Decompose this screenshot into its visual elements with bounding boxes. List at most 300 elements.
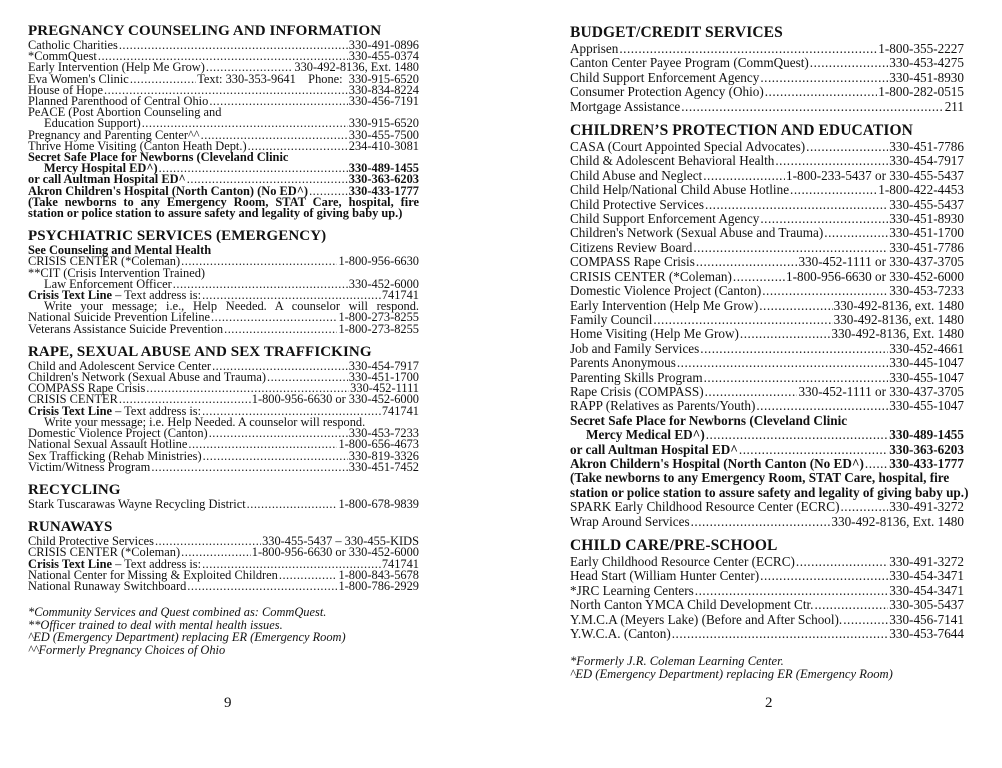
- directory-entry: [570, 515, 964, 529]
- directory-entry: [28, 578, 419, 593]
- entry-phone: 330-491-0896: [348, 38, 419, 52]
- dot-leader: [187, 581, 337, 592]
- entry-name-text: Wrap Around Services: [570, 513, 690, 529]
- directory-entry: [570, 140, 964, 154]
- dot-leader: [653, 313, 832, 327]
- entry-name-text: Child Support Enforcement Agency: [570, 211, 760, 227]
- directory-entry: [570, 183, 964, 197]
- dot-leader: [695, 584, 888, 598]
- entry-phone: 1-800-956-6630 or 330-452-6000: [251, 392, 419, 407]
- entry-name-text: Early Childhood Resource Center (ECRC): [570, 554, 795, 569]
- dot-leader: [824, 226, 888, 240]
- entry-name-text: House of Hope: [28, 82, 104, 97]
- directory-entry: [570, 457, 964, 471]
- entry-name-text: Law Enforcement Officer: [44, 276, 172, 291]
- entry-name: [570, 299, 758, 313]
- entry-phone: 330-452-1111: [350, 381, 419, 396]
- entry-name-text: Parenting Skills Program: [570, 369, 703, 385]
- entry-phone: 330-452-1111 or 330-437-3705: [798, 383, 964, 399]
- entry-phone: 330-455-0374: [348, 49, 419, 64]
- entry-name-text: Rape Crisis (COMPASS): [570, 383, 704, 399]
- entry-phone: Text: 330-353-9641 Phone: 330-915-6520: [197, 71, 419, 86]
- section-budget-credit-services: [570, 25, 964, 114]
- dot-leader: [681, 100, 943, 114]
- dot-leader: [151, 462, 347, 473]
- entry-phone: 211: [944, 98, 964, 114]
- entry-phone: 330-453-7233: [889, 283, 964, 299]
- entry-phone: 330-451-1700: [348, 370, 419, 385]
- directory-entry: [570, 198, 964, 212]
- entry-name: Write your message; i.e. Help Needed. A counselor will respond.: [44, 414, 366, 429]
- entry-name-text: Mercy Medical ED^): [586, 427, 705, 443]
- entry-name: (Take newborns to any Emergency Room, STAT Care, hospital, fire: [28, 194, 419, 209]
- entry-name: [28, 459, 151, 474]
- entry-phone: 330-305-5437: [889, 597, 964, 613]
- entry-name-text: – Text address is:: [112, 556, 202, 571]
- entry-phone: 330-363-6203: [889, 441, 964, 457]
- dot-leader: [762, 284, 888, 298]
- entry-name: [570, 584, 694, 598]
- entry-name: Secret Safe Place for Newborns (Cleveland Clinic: [28, 150, 289, 165]
- entry-name: [570, 71, 759, 85]
- entry-phone: 330-456-7191: [348, 94, 419, 109]
- entry-phone: 330-452-4661: [889, 340, 964, 356]
- section-recycling: [28, 483, 419, 510]
- entry-name: [28, 578, 187, 593]
- entry-phone: 330-492-8136, Ext. 1480: [831, 513, 964, 529]
- entry-name-text: Pregnancy and Parenting Center^^: [28, 127, 200, 142]
- entry-name: [570, 140, 805, 154]
- entry-phone: 330-452-6000: [348, 276, 419, 291]
- dot-leader: [693, 241, 888, 255]
- entry-name-text: Apprisen: [570, 41, 619, 56]
- entry-name-text: Parents Anonymous: [570, 355, 676, 371]
- entry-name-text: Home Visiting (Help Me Grow): [570, 326, 739, 342]
- dot-leader: [705, 385, 798, 399]
- directory-entry: [570, 584, 964, 598]
- entry-name-text: Children's Network (Sexual Abuse and Trauma): [28, 370, 266, 385]
- entry-name-text: Eva Women's Clinic: [28, 71, 129, 86]
- entry-phone: 330-453-7233: [348, 426, 419, 441]
- entry-name: [570, 598, 813, 612]
- entry-name: [570, 457, 864, 471]
- footnote: ^^Formerly Pregnancy Choices of Ohio: [28, 642, 226, 657]
- entry-name-text: *JRC Learning Centers: [570, 582, 694, 598]
- entry-phone: 741741: [381, 288, 419, 303]
- entry-name: [570, 385, 704, 399]
- entry-name: [570, 226, 823, 240]
- entry-name: Secret Safe Place for Newborns (Cleveland Clinic: [570, 412, 848, 428]
- entry-name-text: *CommQuest: [28, 49, 97, 64]
- entry-name-text: Child & Adolescent Behavioral Health: [570, 153, 775, 169]
- dot-leader: [739, 443, 888, 457]
- dot-leader: [756, 399, 888, 413]
- entry-name: [570, 169, 702, 183]
- entry-phone: 330-451-8930: [889, 211, 964, 227]
- entry-name-text: Child Protective Services: [570, 196, 705, 212]
- section-title: CHILD CARE/PRE-SCHOOL: [570, 537, 778, 554]
- entry-name: [570, 100, 680, 114]
- entry-name-text: Y.W.C.A. (Canton): [570, 626, 671, 642]
- section-pregnancy-counseling-and-information: [28, 24, 419, 219]
- directory-entry: [570, 399, 964, 413]
- entry-name-text: National Sexual Assault Hotline: [28, 437, 188, 452]
- entry-name-text: Thrive Home Visiting (Canton Heath Dept.): [28, 138, 247, 153]
- entry-phone: 330-491-3272: [889, 499, 964, 515]
- dot-leader: [705, 198, 888, 212]
- entry-phone: 1-800-273-8255: [338, 321, 419, 336]
- footnote: ^ED (Emergency Department) replacing ER (Emergency Room): [28, 630, 346, 645]
- directory-entry: [570, 500, 964, 514]
- entry-name-text: – Text address is:: [112, 288, 202, 303]
- entry-name: [570, 613, 842, 627]
- directory-entry: [570, 371, 964, 385]
- section-title: RECYCLING: [28, 481, 121, 498]
- directory-entry: [570, 270, 964, 284]
- entry-name: station or police station to assure safety and legality of giving baby up.): [570, 484, 969, 500]
- section-psychiatric-services-emergency: [28, 229, 419, 335]
- dot-leader: [700, 342, 888, 356]
- entry-name-text: CRISIS CENTER (*Coleman): [28, 545, 181, 560]
- entry-name: [570, 500, 839, 514]
- entry-name-text: Akron Children's Hospital (North Canton) (No ED^): [28, 183, 309, 198]
- entry-name-text: North Canton YMCA Child Development Ctr.: [570, 597, 814, 613]
- directory-entry: [570, 56, 964, 70]
- entry-name-text: Akron Childern's Hospital (North Canton (No ED^): [570, 455, 864, 471]
- entry-phone: 330-455-1047: [889, 398, 964, 414]
- entry-phone: 330-915-6520: [348, 116, 419, 131]
- entry-name-text: Domestic Violence Project (Canton): [28, 426, 208, 441]
- directory-entry: [570, 169, 964, 183]
- dot-leader: [760, 71, 888, 85]
- entry-phone: 741741: [381, 556, 419, 571]
- dot-leader: [706, 428, 889, 442]
- directory-entry: [570, 284, 964, 298]
- directory-entry: [28, 459, 419, 474]
- dot-leader: [279, 570, 338, 581]
- entry-name-text: Y.M.C.A (Meyers Lake) (Before and After School).: [570, 611, 843, 627]
- entry-name: [570, 342, 699, 356]
- entry-name: [28, 496, 246, 511]
- entry-phone: 330-455-1047: [889, 369, 964, 385]
- section-runaways: [28, 520, 419, 592]
- entry-name: Write your message; i.e., Help Needed. A counselor will respond.: [44, 299, 419, 314]
- entry-phone: 330-433-1777: [348, 183, 419, 198]
- directory-entry: [570, 555, 964, 569]
- entry-name-text: Education Support): [44, 116, 141, 131]
- footnote: ^ED (Emergency Department) replacing ER (Emergency Room): [570, 666, 893, 681]
- entry-phone: 330-492-8136, ext. 1480: [833, 297, 964, 313]
- dot-leader: [159, 163, 348, 174]
- entry-phone: 330-433-1777: [889, 455, 964, 471]
- dot-leader: [740, 327, 830, 341]
- entry-name-text: Citizens Review Board: [570, 239, 693, 255]
- entry-name-text: or call Aultman Hospital ED^: [570, 441, 738, 457]
- entry-name: [28, 321, 224, 336]
- entry-phone: 330-455-5437 – 330-455-KIDS: [262, 534, 419, 549]
- entry-phone: 330-455-5437: [889, 196, 964, 212]
- entry-name-text: Early Intervention (Help Me Grow): [570, 297, 759, 313]
- directory-entry: [570, 42, 964, 56]
- dot-leader: [188, 439, 337, 450]
- dot-leader: [130, 74, 196, 85]
- entry-name-text: Veterans Assistance Suicide Prevention: [28, 321, 224, 336]
- dot-leader: [619, 42, 877, 56]
- entry-phone: 330-455-7500: [348, 127, 419, 142]
- entry-phone: 1-800-956-6630: [338, 254, 419, 269]
- entry-name: [570, 183, 789, 197]
- directory-entry: [570, 85, 964, 99]
- entry-name-text: Head Start (William Hunter Center): [570, 568, 760, 584]
- directory-entry: [570, 428, 964, 442]
- entry-name-text: or call Aultman Hospital ED^: [28, 172, 186, 187]
- right-page-column: [570, 24, 969, 681]
- entry-name-text: COMPASS Rape Crisis: [28, 381, 146, 396]
- entry-name: [570, 154, 774, 168]
- entry-name-text: – Text address is:: [112, 403, 202, 418]
- entry-phone: 1-800-956-6630 or 330-452-6000: [785, 268, 964, 284]
- entry-phone: 330-453-7644: [889, 626, 964, 642]
- section-title: PREGNANCY COUNSELING AND INFORMATION: [28, 23, 382, 39]
- entry-phone: 330-445-1047: [889, 355, 964, 371]
- entry-phone: 1-800-273-8255: [338, 310, 419, 325]
- dot-leader: [840, 500, 888, 514]
- entry-phone: 330-489-1455: [889, 427, 964, 443]
- directory-entry: [570, 569, 964, 583]
- section-rape-sexual-abuse-and-sex-trafficking: [28, 345, 419, 473]
- dot-leader: [704, 371, 889, 385]
- directory-entry: [28, 208, 419, 219]
- entry-name-text: Stark Tuscarawas Wayne Recycling District: [28, 496, 246, 511]
- dot-leader: [775, 154, 888, 168]
- dot-leader: [247, 499, 338, 510]
- entry-phone: 330-452-1111 or 330-437-3705: [798, 254, 964, 270]
- dot-leader: [796, 555, 888, 569]
- entry-name: [570, 569, 759, 583]
- entry-name-text: Children's Network (Sexual Abuse and Trauma): [570, 225, 824, 241]
- section-title: RUNAWAYS: [28, 519, 113, 536]
- directory-entry: [570, 385, 964, 399]
- entry-lead: Crisis Text Line: [28, 556, 112, 571]
- footnote: **Officer trained to deal with mental health issues.: [28, 617, 283, 632]
- entry-phone: 330-489-1455: [348, 161, 419, 176]
- dot-leader: [865, 457, 888, 471]
- entry-name: [570, 241, 692, 255]
- entry-name: [570, 85, 764, 99]
- entry-name-text: National Runaway Switchboard: [28, 578, 187, 593]
- entry-name-text: Job and Family Services: [570, 340, 700, 356]
- entry-name: [570, 371, 703, 385]
- entry-name: [586, 428, 705, 442]
- dot-leader: [760, 569, 888, 583]
- entry-phone: 330-451-7786: [889, 239, 964, 255]
- dot-leader: [814, 598, 888, 612]
- entry-phone: 741741: [381, 403, 419, 418]
- left-page-column: [28, 24, 419, 657]
- directory-entry: [570, 342, 964, 356]
- entry-name: [570, 399, 755, 413]
- entry-name-text: CRISIS CENTER (*Coleman): [570, 268, 732, 284]
- entry-phone: 330-451-1700: [889, 225, 964, 241]
- dot-leader: [806, 140, 888, 154]
- dot-leader: [209, 96, 347, 107]
- directory-entry: [570, 100, 964, 114]
- dot-leader: [672, 627, 889, 641]
- dot-leader: [203, 451, 348, 462]
- page-number-right: 2: [765, 695, 773, 711]
- entry-phone: 1-800-282-0515: [878, 84, 964, 100]
- entry-name-text: National Suicide Prevention Lifeline: [28, 310, 211, 325]
- entry-name-text: CASA (Court Appointed Special Advocates): [570, 139, 806, 155]
- entry-name-text: Victim/Witness Program: [28, 459, 151, 474]
- entry-name-text: Consumer Protection Agency (Ohio): [570, 84, 764, 100]
- entry-name-text: Child Help/National Child Abuse Hotline: [570, 182, 790, 198]
- dot-leader: [760, 212, 888, 226]
- section-title: RAPE, SEXUAL ABUSE AND SEX TRAFFICKING: [28, 343, 372, 360]
- entry-name: (Take newborns to any Emergency Room, STAT Care, hospital, fire: [570, 470, 950, 486]
- entry-lead: Crisis Text Line: [28, 403, 112, 418]
- directory-entry: [570, 613, 964, 627]
- entry-name-text: Child Abuse and Neglect: [570, 167, 703, 183]
- directory-entry: [570, 299, 964, 313]
- entry-name-text: CRISIS CENTER: [28, 392, 118, 407]
- directory-entry: [570, 356, 964, 370]
- entry-name-text: Catholic Charities: [28, 38, 118, 52]
- dot-leader: [810, 56, 888, 70]
- section-child-care-pre-school: [570, 538, 964, 641]
- entry-phone: 330-492-8136, Ext. 1480: [831, 326, 964, 342]
- entry-name-text: Canton Center Payee Program (CommQuest): [570, 55, 809, 71]
- dot-leader: [677, 356, 888, 370]
- dot-leader: [224, 324, 337, 335]
- dot-leader: [267, 372, 348, 383]
- entry-name: [570, 555, 795, 569]
- directory-entry: [570, 255, 964, 269]
- directory-entry: [570, 627, 964, 641]
- section-title: PSYCHIATRIC SERVICES (EMERGENCY): [28, 228, 327, 245]
- entry-name: [570, 42, 618, 56]
- dot-leader: [703, 169, 785, 183]
- entry-name-text: Domestic Violence Project (Canton): [570, 283, 762, 299]
- footnote: *Community Services and Quest combined as: CommQuest.: [28, 605, 327, 620]
- entry-phone: 330-492-8136, Ext. 1480: [294, 60, 419, 75]
- entry-phone: 330-491-3272: [889, 554, 964, 569]
- directory-entry: [570, 414, 964, 428]
- entry-phone: 330-451-7786: [889, 139, 964, 155]
- entry-name-text: Planned Parenthood of Central Ohio: [28, 94, 209, 109]
- entry-name-text: COMPASS Rape Crisis: [570, 254, 695, 270]
- entry-name: See Counseling and Mental Health: [28, 243, 212, 258]
- entry-name: [570, 443, 738, 457]
- entry-name: [570, 515, 690, 529]
- entry-phone: 1-800-233-5437 or 330-455-5437: [785, 167, 964, 183]
- footnotes: [570, 655, 964, 679]
- entry-phone: 1-800-786-2929: [338, 578, 419, 593]
- entry-name: [570, 284, 761, 298]
- dot-leader: [790, 183, 877, 197]
- section-title: CHILDREN’S PROTECTION AND EDUCATION: [570, 122, 913, 140]
- directory-entry: [570, 241, 964, 255]
- entry-name: PeACE (Post Abortion Counseling and: [28, 105, 222, 120]
- entry-name-text: Family Council: [570, 311, 653, 327]
- entry-phone: 330-456-7141: [889, 611, 964, 627]
- dot-leader: [765, 85, 878, 99]
- directory-entry: [570, 71, 964, 85]
- entry-name: [570, 56, 809, 70]
- entry-name-text: Child Protective Services: [28, 534, 154, 549]
- entry-name-text: Mortgage Assistance: [570, 98, 681, 114]
- entry-phone: 330-451-8930: [889, 69, 964, 85]
- entry-phone: 330-454-3471: [889, 582, 964, 598]
- dot-leader: [691, 515, 831, 529]
- directory-entry: [570, 154, 964, 168]
- entry-name: [570, 313, 652, 327]
- footnote: *Formerly J.R. Coleman Learning Center.: [570, 654, 784, 669]
- dot-leader: [696, 255, 798, 269]
- footnotes: [28, 606, 419, 656]
- dot-leader: [733, 270, 785, 284]
- page-number-left: 9: [224, 695, 232, 711]
- entry-name: [570, 255, 695, 269]
- dot-leader: [209, 428, 348, 439]
- entry-phone: 330-454-3471: [889, 568, 964, 584]
- entry-name-text: RAPP (Relatives as Parents/Youth): [570, 398, 756, 414]
- entry-name-text: Mercy Hospital ED^): [44, 161, 158, 176]
- directory-entry: [570, 212, 964, 226]
- section-title: BUDGET/CREDIT SERVICES: [570, 24, 783, 41]
- directory-entry: [570, 471, 964, 485]
- entry-phone: 234-410-3081: [348, 138, 419, 153]
- entry-name: [570, 198, 704, 212]
- entry-phone: 330-819-3326: [348, 448, 419, 463]
- entry-phone: 330-454-7917: [348, 358, 419, 373]
- entry-name-text: CRISIS CENTER (*Coleman): [28, 254, 181, 269]
- entry-phone: 330-453-4275: [889, 55, 964, 71]
- entry-name-text: SPARK Early Childhood Resource Center (ECRC): [570, 499, 840, 515]
- entry-name-text: Sex Trafficking (Rehab Ministries): [28, 448, 202, 463]
- entry-name: [570, 327, 739, 341]
- entry-phone: 330-454-7917: [889, 153, 964, 169]
- dot-leader: [759, 299, 832, 313]
- directory-entry: [570, 226, 964, 240]
- entry-phone: 1-800-422-4453: [878, 182, 964, 198]
- entry-name-text: Child and Adolescent Service Center: [28, 358, 212, 373]
- entry-phone: 330-492-8136, ext. 1480: [833, 311, 964, 327]
- entry-phone: 1-800-956-6630 or 330-452-6000: [251, 545, 419, 560]
- dot-leader: [843, 613, 888, 627]
- directory-entry: [28, 321, 419, 336]
- entry-name-text: Child Support Enforcement Agency: [570, 69, 760, 85]
- entry-name: [570, 627, 671, 641]
- entry-phone: 1-800-656-4673: [338, 437, 419, 452]
- entry-lead: Crisis Text Line: [28, 288, 112, 303]
- entry-phone: 330-451-7452: [348, 459, 419, 474]
- dot-leader: [211, 312, 337, 323]
- directory-entry: [570, 598, 964, 612]
- entry-phone: 330-363-6203: [348, 172, 419, 187]
- directory-entry: [570, 327, 964, 341]
- directory-entry: [570, 313, 964, 327]
- entry-phone: 330-834-8224: [348, 82, 419, 97]
- directory-entry: [570, 443, 964, 457]
- entry-name: [570, 212, 759, 226]
- entry-phone: 1-800-678-9839: [338, 496, 419, 511]
- entry-name: [570, 356, 676, 370]
- entry-phone: 1-800-355-2227: [878, 41, 964, 56]
- dot-leader: [119, 40, 348, 51]
- entry-name-text: National Center for Missing & Exploited Children: [28, 567, 278, 582]
- directory-entry: [28, 496, 419, 511]
